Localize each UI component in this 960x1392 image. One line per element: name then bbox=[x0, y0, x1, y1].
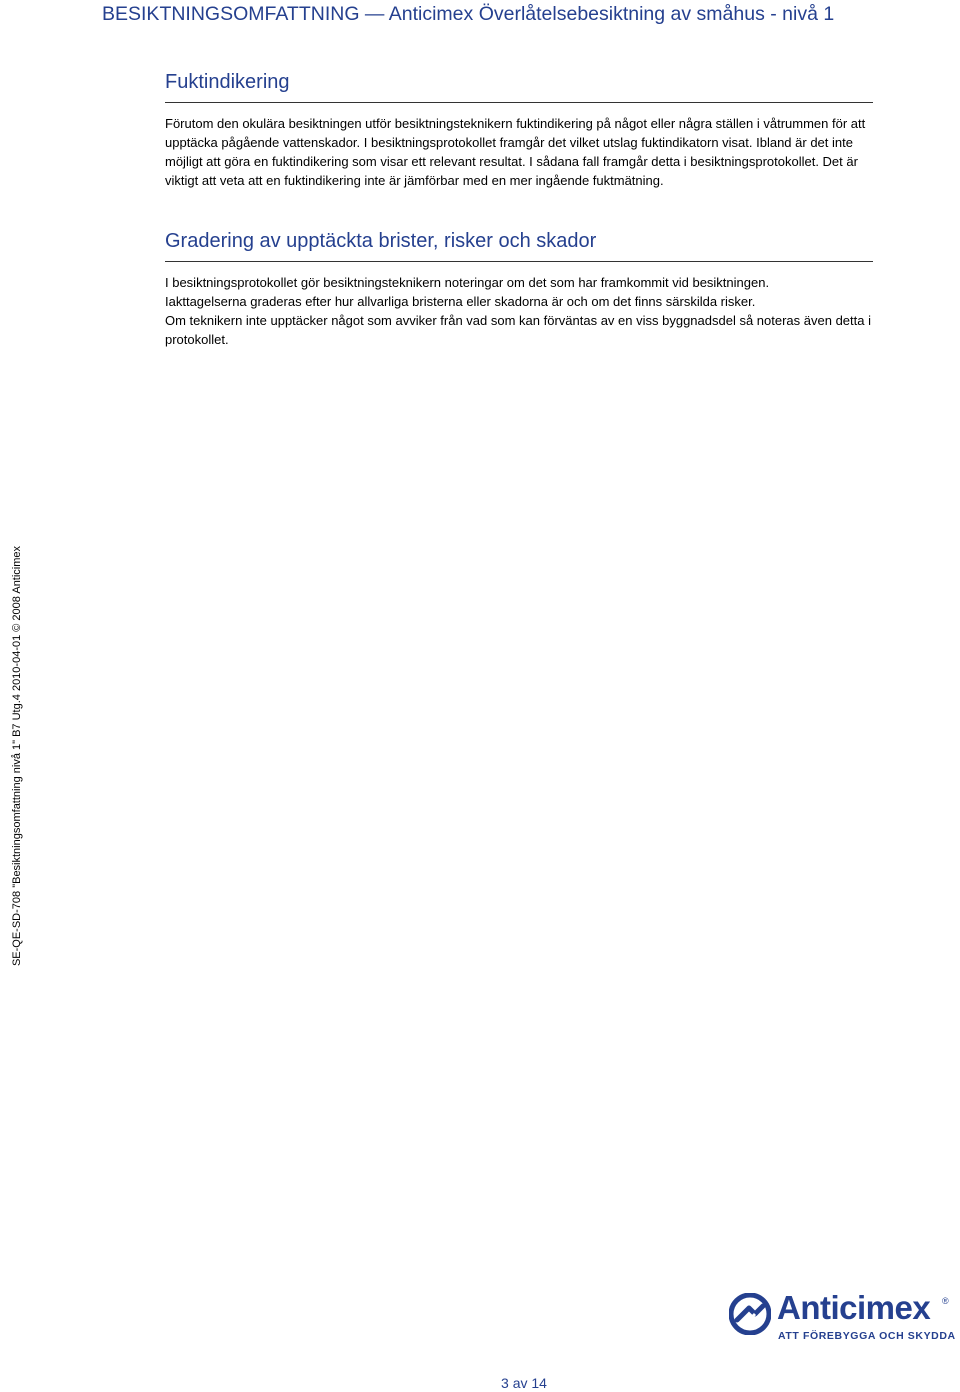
paragraph: Om teknikern inte upptäcker något som avviker från vad som kan förväntas av en viss byggnadsdel så noteras även detta i protokollet. bbox=[165, 313, 871, 347]
logo-tagline: ATT FÖREBYGGA OCH SKYDDA bbox=[778, 1330, 956, 1342]
anticimex-shield-icon bbox=[729, 1293, 771, 1335]
section-heading: Gradering av upptäckta brister, risker och skador bbox=[165, 229, 873, 262]
page-number: 3 av 14 bbox=[501, 1375, 547, 1391]
section-body bbox=[165, 114, 873, 190]
section-gradering bbox=[165, 229, 873, 349]
logo-wordmark: Anticimex bbox=[777, 1289, 931, 1326]
anticimex-logo bbox=[729, 1290, 954, 1346]
paragraph: I besiktningsprotokollet gör besiktningsteknikern noteringar om det som har framkommit vid besiktningen. bbox=[165, 275, 770, 290]
document-header-title: BESIKTNINGSOMFATTNING — Anticimex Överlåtelsebesiktning av småhus - nivå 1 bbox=[102, 3, 835, 25]
paragraph: Iakttagelserna graderas efter hur allvarliga bristerna eller skadorna är och om det finns särskilda risker. bbox=[165, 294, 756, 309]
section-fuktindikering bbox=[165, 70, 873, 190]
registered-mark: ® bbox=[942, 1296, 949, 1306]
paragraph: Förutom den okulära besiktningen utför besiktningsteknikern fuktindikering på något eller några ställen i våtrummen för att upptäcka pågående vattenskador. I besiktningsprotokollet framgår det vilket utslag fuktindikatorn visat. Ibland är det inte möjligt att göra en fuktindikering som visar ett relevant resultat. I sådana fall framgår detta i besiktningsprotokollet. Det är viktigt att veta att en fuktindikering inte är jämförbar med en mer ingående fuktmätning. bbox=[165, 116, 866, 188]
document-code-vertical: SE-QE-SD-708 "Besiktningsomfattning nivå 1" B7 Utg.4 2010-04-01 © 2008 Anticimex bbox=[11, 545, 23, 967]
section-body bbox=[165, 273, 873, 349]
section-heading: Fuktindikering bbox=[165, 70, 873, 103]
